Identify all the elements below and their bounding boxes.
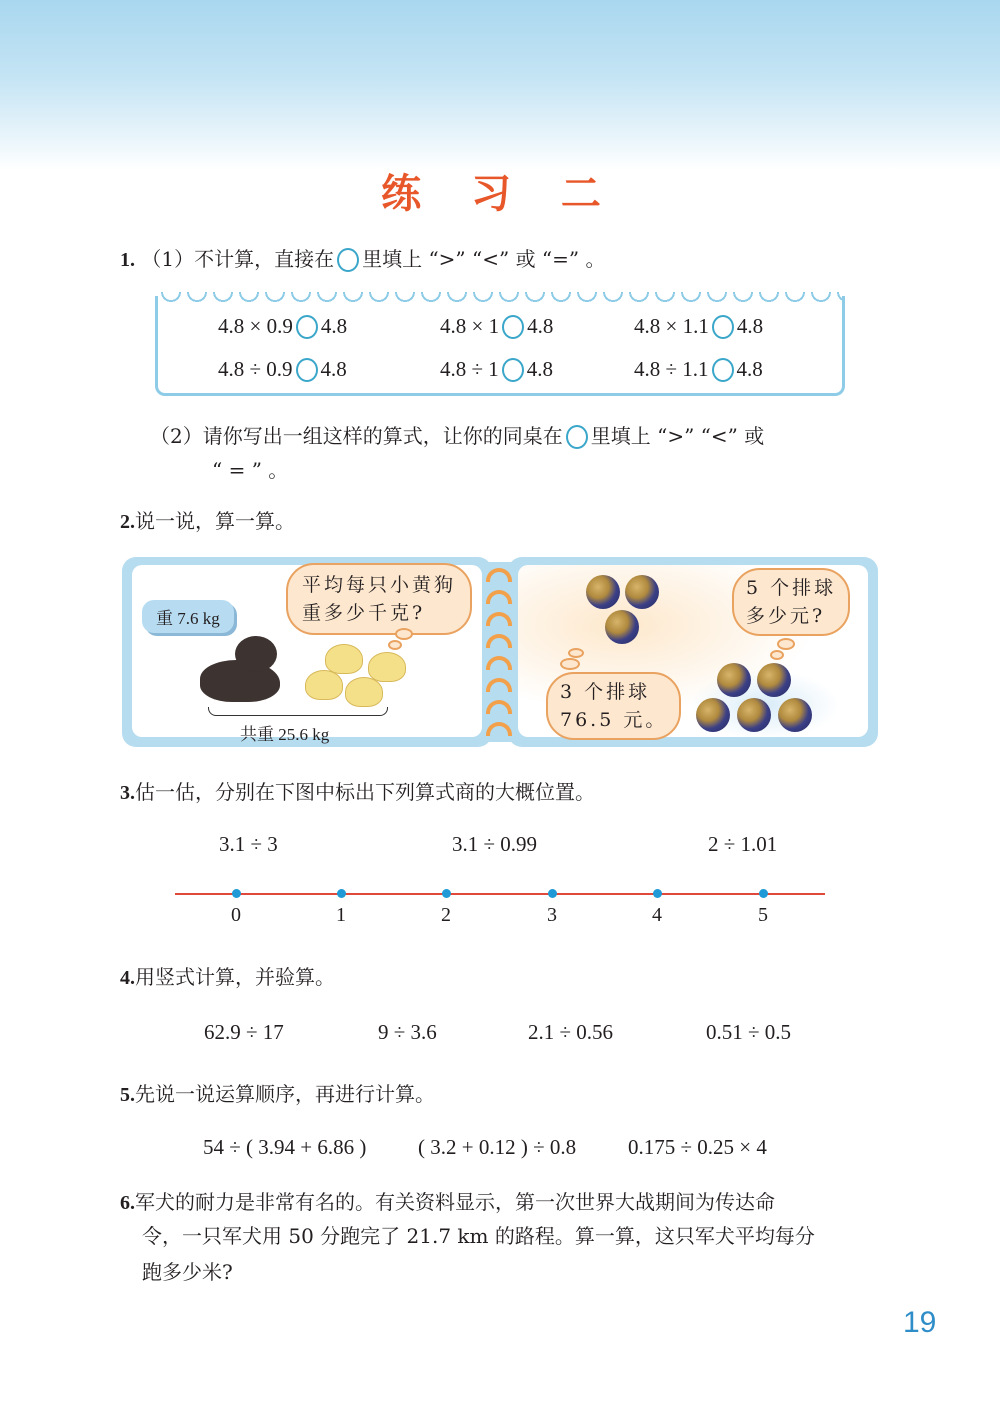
number-line-point[interactable]: [548, 889, 557, 898]
thought-dot-icon: [560, 658, 580, 670]
tick-label: 5: [758, 904, 768, 926]
number-line-point[interactable]: [442, 889, 451, 898]
q1-part2: [150, 422, 764, 450]
q5-expression: 54 ÷ ( 3.94 + 6.86 ): [203, 1135, 367, 1159]
circle-blank-icon[interactable]: [296, 315, 318, 339]
circle-blank-icon[interactable]: [502, 358, 524, 382]
comparison-r2c1: 4.8 ÷ 0.9 4.8: [218, 357, 347, 381]
black-dog-head: [235, 636, 277, 672]
q5-heading: [120, 1080, 435, 1109]
volleyball-icon: [625, 575, 659, 609]
q3-heading: [120, 778, 595, 807]
q1-number: 1.: [120, 249, 135, 271]
q2-text: 说一说，算一算。: [135, 509, 295, 533]
dog-question-bubble: 平均每只小黄狗 重多少千克?: [286, 563, 472, 635]
yellow-puppy-illustration: [345, 677, 383, 707]
yellow-puppy-illustration: [305, 670, 343, 700]
q4-heading: [120, 963, 335, 992]
comparison-r2c2: 4.8 ÷ 1 4.8: [440, 357, 554, 381]
volleyball-price-bubble: 3 个排球 76.5 元。: [546, 672, 681, 740]
comparison-r1c3: 4.8 × 1.1 4.8: [634, 314, 764, 338]
brace-icon: [208, 707, 388, 716]
comparison-r1c1: 4.8 × 0.9 4.8: [218, 314, 348, 338]
comparison-r1c2: 4.8 × 1 4.8: [440, 314, 554, 338]
q5-text: 先说一说运算顺序，再进行计算。: [135, 1082, 435, 1106]
q6-line1: 6.军犬的耐力是非常有名的。有关资料显示，第一次世界大战期间为传达命: [120, 1190, 775, 1214]
number-line-point[interactable]: [653, 889, 662, 898]
volleyball-question-bubble: 5 个排球 多少元?: [732, 568, 850, 636]
thought-dot-icon: [777, 638, 795, 650]
tick-label: 2: [441, 904, 451, 926]
number-line-point[interactable]: [759, 889, 768, 898]
circle-blank-icon[interactable]: [712, 315, 734, 339]
circle-blank-icon[interactable]: [712, 358, 734, 382]
volleyball-icon: [717, 663, 751, 697]
q6-line2: 令，一只军犬用 50 分跑完了 21.7 km 的路程。算一算，这只军犬平均每分: [142, 1224, 815, 1248]
q4-text: 用竖式计算，并验算。: [135, 965, 335, 989]
header-gradient-band: [0, 0, 1000, 170]
tick-label: 1: [336, 904, 346, 926]
q4-expression: 9 ÷ 3.6: [378, 1020, 437, 1044]
comparison-r2c3: 4.8 ÷ 1.1 4.8: [634, 357, 763, 381]
q1-part1-prefix: （1）不计算，直接在: [141, 247, 335, 271]
circle-blank-icon: [337, 248, 359, 272]
q4-expression: 2.1 ÷ 0.56: [528, 1020, 614, 1044]
q5-expression: ( 3.2 + 0.12 ) ÷ 0.8: [418, 1135, 577, 1159]
q2-number: 2.: [120, 511, 135, 533]
q2-heading: [120, 507, 295, 536]
q6-number: 6.: [120, 1192, 135, 1214]
tick-label: 0: [231, 904, 241, 926]
q3-expression: 3.1 ÷ 0.99: [452, 832, 538, 856]
yellow-puppy-illustration: [368, 652, 406, 682]
number-line[interactable]: [175, 893, 825, 895]
q4-number: 4.: [120, 967, 135, 989]
q5-expression: 0.175 ÷ 0.25 × 4: [628, 1135, 767, 1159]
thought-dot-icon: [388, 640, 402, 650]
thought-dot-icon: [568, 648, 584, 658]
volleyball-icon: [737, 698, 771, 732]
circle-blank-icon[interactable]: [296, 358, 318, 382]
tick-label: 3: [547, 904, 557, 926]
q3-number: 3.: [120, 782, 135, 804]
circle-blank-icon: [566, 425, 588, 449]
page-title: 练 习 二: [381, 171, 619, 217]
circle-blank-icon[interactable]: [502, 315, 524, 339]
q1-part1: [120, 245, 606, 274]
q4-expression: 0.51 ÷ 0.5: [706, 1020, 792, 1044]
q3-expression: 2 ÷ 1.01: [708, 832, 778, 856]
volleyball-icon: [605, 610, 639, 644]
q1-part2-suffix: 里填上 “>” “<” 或: [590, 424, 765, 448]
black-dog-weight-tag: 重 7.6 kg: [142, 600, 234, 633]
notebook-spine: [484, 562, 516, 742]
q5-number: 5.: [120, 1084, 135, 1106]
q1-part2-prefix: （2）请你写出一组这样的算式，让你的同桌在: [150, 424, 563, 448]
volleyball-icon: [696, 698, 730, 732]
volleyball-icon: [757, 663, 791, 697]
page-number: 19: [903, 1306, 937, 1339]
q3-text: 估一估，分别在下图中标出下列算式商的大概位置。: [135, 780, 595, 804]
q6-line3: 跑多少米?: [142, 1260, 233, 1284]
q3-expression: 3.1 ÷ 3: [219, 832, 278, 856]
volleyball-icon: [586, 575, 620, 609]
q1-part1-suffix: 里填上 “>” “<” 或 “=” 。: [362, 247, 606, 271]
thought-dot-icon: [770, 650, 784, 660]
yellow-puppy-illustration: [325, 644, 363, 674]
thought-dot-icon: [395, 628, 413, 640]
q4-expression: 62.9 ÷ 17: [204, 1020, 284, 1044]
q1-part2-line2: “ = ” 。: [212, 458, 289, 482]
number-line-point[interactable]: [232, 889, 241, 898]
tick-label: 4: [652, 904, 662, 926]
total-weight-label: 共重 25.6 kg: [240, 725, 330, 744]
number-line-point[interactable]: [337, 889, 346, 898]
volleyball-icon: [778, 698, 812, 732]
